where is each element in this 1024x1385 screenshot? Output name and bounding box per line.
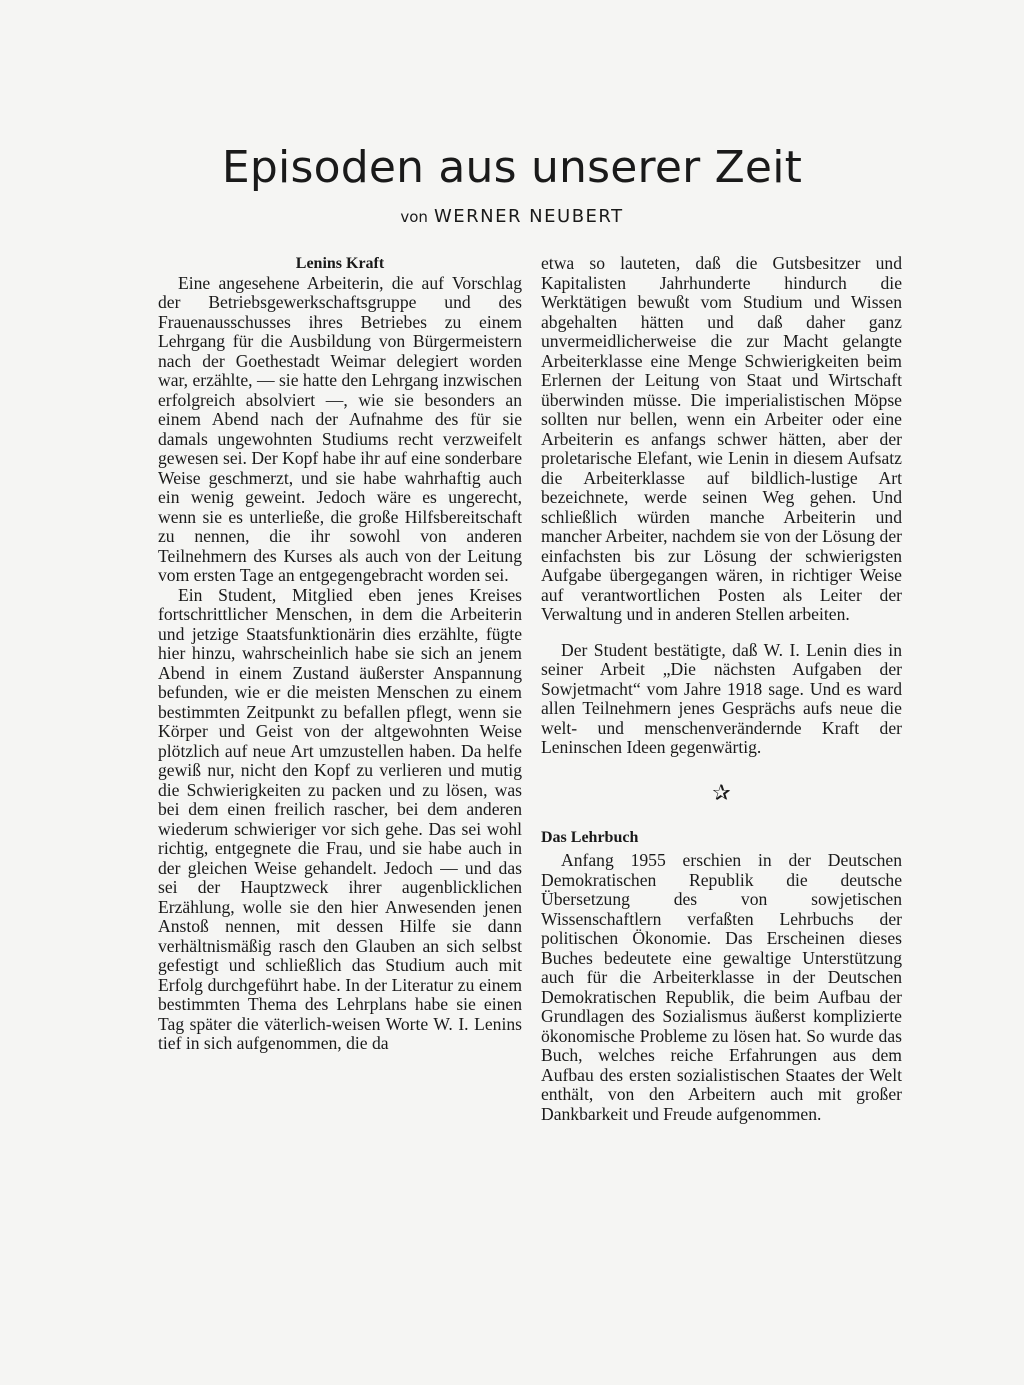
paragraph: etwa so lauteten, daß die Gutsbesitzer und Kapitalisten Jahrhunderte hindurch die Werktätigen bewußt vom Studium und Wissen abgehalten hätten und daß daher ganz unvermeidlicherweise die zur Macht gelangte Arbeiterklasse eine Menge Schwierigkeiten beim Erlernen der Leitung von Staat und Wirtschaft überwinden müsse. Die imperialistischen Möpse sollten nur bellen, wenn ein Arbeiter oder eine Arbeiterin es anfangs schwer hätten, aber der proletarische Elefant, wie Lenin in diesem Aufsatz die Arbeiterklasse auf bildlich-lustige Art bezeichnete, werde seinen Weg gehen. Und schließlich würden manche Arbeiterin und mancher Arbeiter, nachdem sie von der Lösung der einfachsten bis zur Lösung der schwierigsten Aufgabe übergegangen wären, in richtiger Weise auf verantwortlichen Posten als Leiter der Verwaltung und in anderen Stellen arbeiten. bbox=[541, 253, 902, 624]
paragraph: Anfang 1955 erschien in der Deutschen Demokratischen Republik die deutsche Übersetzung des von sowjetischen Wissenschaftlern verfaßten Lehrbuchs der politischen Ökonomie. Das Erscheinen dieses Buches bedeutete eine gewaltige Unterstützung auch für die Arbeiterklasse in der Deutschen Demokratischen Republik, die beim Aufbau der Grundlagen des Sozialismus äußerst komplizierte ökonomische Probleme zu lösen hat. So wurde das Buch, welches reiche Erfahrungen aus dem Aufbau des ersten sozialistischen Staates der Welt enthält, von den Arbeitern auch mit großer Dankbarkeit und Freude aufgenommen. bbox=[541, 850, 902, 1124]
paragraph: Der Student bestätigte, daß W. I. Lenin dies in seiner Arbeit „Die nächsten Aufgaben der Sowjetmacht“ vom Jahre 1918 sage. Und es ward allen Teilnehmern jenes Gesprächs aufs neue die welt- und menschenverändernde Kraft der Leninschen Ideen gegenwärtig. bbox=[541, 639, 902, 757]
paragraph: Eine angesehene Arbeiterin, die auf Vorschlag der Betriebsgewerkschaftsgruppe und des Frauenausschusses ihres Betriebes zu einem Lehrgang für die Ausbildung von Bürgermeistern nach der Goethestadt Weimar delegiert worden war, erzählte, — sie hatte den Lehrgang inzwischen erfolgreich absolviert —, wie sie besonders an einem Abend nach der Aufnahme des für sie damals ungewohnten Studiums recht verzweifelt gewesen sei. Der Kopf habe ihr auf eine sonderbare Weise geschmerzt, und sie habe wahrhaftig auch ein wenig geweint. Jedoch wäre es ungerecht, wenn sie es unterließe, die große Hilfsbereitschaft zu nennen, die ihr sowohl von anderen Teilnehmern des Kurses als auch von der Leitung vom ersten Tage an entgegengebracht worden sei. bbox=[158, 272, 522, 585]
star-separator-icon: ✰ bbox=[712, 779, 731, 805]
paragraph: Ein Student, Mitglied eben jenes Kreises fortschrittlicher Menschen, in dem die Arbeiterin und jetzige Staatsfunktionärin dies erzählte, fügte hier hinzu, wahrscheinlich habe sie sich an jenem Abend in einem Zustand äußerster Anspannung befunden, wie er die meisten Menschen zu einem bestimmten Zeitpunkt zu befallen pflegt, wenn sie Körper und Geist von der altgewohnten Weise plötzlich auf neue Art umzustellen haben. Da helfe gewiß nur, nicht den Kopf zu verlieren und mutig die Schwierigkeiten zu packen und zu lösen, was bei dem einen freilich rascher, bei dem anderen wiederum schwieriger vor sich gehe. Das sei wohl richtig, entgegnete die Frau, und sie habe auch in der gleichen Weise gehandelt. Jedoch — und das sei der Hauptzweck ihrer augenblicklichen Erzählung, wolle sie den hier Anwesenden jenen Anstoß nennen, mit dessen Hilfe sie dann verhältnismäßig rasch den Glauben an sich selbst gefestigt und schließlich das Studium auch mit Erfolg durchgeführt habe. In der Literatur zu einem bestimmten Thema des Lehrplans habe sie einen Tag später die väterlich-weisen Worte W. I. Lenins tief in sich aufgenommen, die da bbox=[158, 584, 522, 1053]
article-title: Episoden aus unserer Zeit bbox=[221, 142, 803, 193]
byline bbox=[0, 206, 1024, 227]
right-column bbox=[541, 254, 902, 1124]
byline-prefix: von bbox=[400, 208, 428, 226]
section-heading-lenins-kraft: Lenins Kraft bbox=[295, 255, 385, 272]
left-column bbox=[158, 254, 522, 1054]
byline-author: WERNER NEUBERT bbox=[433, 206, 624, 227]
section-heading-das-lehrbuch: Das Lehrbuch bbox=[541, 828, 639, 846]
